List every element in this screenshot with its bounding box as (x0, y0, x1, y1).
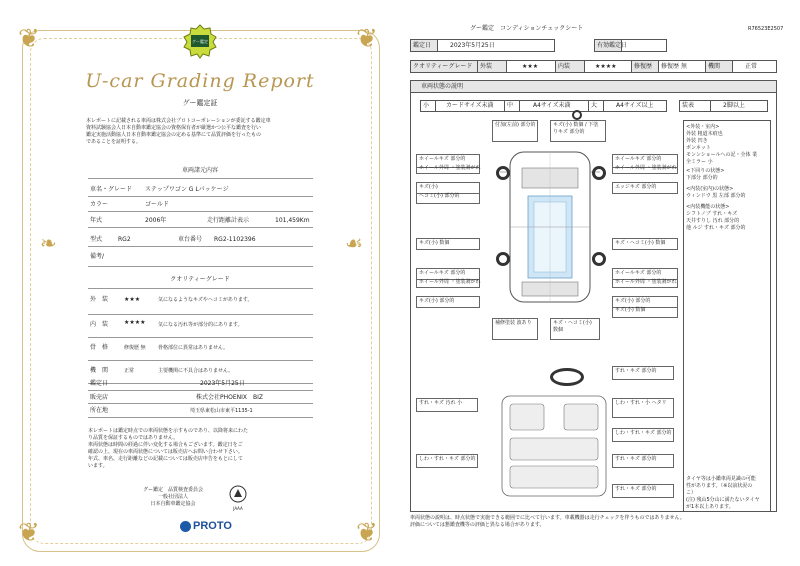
damage-note: 補修塗装 波あり (492, 318, 538, 340)
tire-note-line: タイヤ等は小鑑車両見識の可能 (686, 476, 756, 482)
grade-label: 骨 格 (90, 344, 109, 351)
quality-label: クオリティーグレード (410, 60, 478, 73)
model-value: RG2 (118, 236, 131, 243)
damage-note: ホイールキズ 部分的 (612, 154, 678, 168)
grade-row-interior (88, 314, 313, 337)
issuer-line: 日本自動車鑑定協会 (150, 501, 196, 507)
interior-note: すれ・キズ 汚れ 小 (416, 398, 478, 412)
side-note-line: ウィンドウ 黒 左部 部分的 (686, 193, 746, 199)
interior-label: 内装 (555, 60, 585, 73)
appraisal-date-label: 鑑定日 (410, 39, 438, 52)
year-label: 年式 (90, 217, 103, 224)
damage-note: ホイール外周 ・塗装剥がれ (612, 164, 678, 174)
tire-note-line: が1本以上あります。 (686, 504, 734, 510)
side-note-line: <下回りの状態> (686, 168, 725, 174)
wheel-rear-right-icon (592, 252, 606, 266)
grade-stars: ★★★ (124, 296, 141, 303)
interior-value: ★★★★ (584, 60, 632, 73)
mileage-label: 走行距離計表示 (207, 217, 250, 224)
divider (88, 211, 313, 212)
tire-note (686, 476, 760, 511)
certificate-title: グー鑑定証 (182, 99, 218, 107)
corner-ornament-icon: ❦ (356, 518, 378, 548)
grade-stars: 修復歴 無 (124, 345, 146, 351)
damage-note: キズ(小) 部分的 (416, 296, 480, 308)
side-note-line: 全ミラー 小 (686, 159, 713, 165)
dealer-label: 販売店 (90, 394, 109, 401)
quality-grade-title: クオリティーグレード (170, 276, 230, 283)
disclaimer-line: 本レポートは鑑定時点での車両状態を示すものであり、以降将来にわた (88, 428, 249, 434)
damage-note: ホイール外周 ・塗装剥がれ (416, 278, 480, 288)
damage-note: エッジキズ 部分的 (612, 182, 678, 194)
badge-text: グー鑑定 (192, 39, 208, 44)
divider (88, 196, 313, 197)
grade-label: 内 装 (90, 321, 109, 328)
divider (88, 178, 313, 179)
side-note-line: 他 ルジ すれ・キズ 部分的 (686, 225, 746, 231)
damage-note: キズ・ヘコミ(小) 数個 (612, 238, 678, 250)
grade-list (88, 292, 313, 384)
steering-wheel-icon (550, 368, 584, 386)
intro-line: 資料試験協会人日本自動車鑑定協会の資格保有者が厳選かつ公平な鑑査を行い (86, 125, 262, 131)
side-notes-upper (686, 124, 757, 166)
damage-note: 付加(左前) 部分的 (492, 120, 538, 142)
side-note-line: <内装(室内)の状態> (686, 186, 734, 192)
expiry-value (621, 39, 667, 52)
mileage-value: 101,459Km (275, 217, 310, 224)
divider (88, 390, 313, 391)
jaaa-seal-icon (229, 485, 247, 511)
issuer-line: 一般社団法人 (157, 494, 188, 500)
side-ornament-icon: ❧ (40, 231, 57, 255)
name-value: ステップワゴン G Lパッケージ (145, 186, 229, 193)
intro-line: であることを証明する。 (86, 139, 142, 145)
legend-large: 大 (588, 100, 604, 112)
remarks-label: 備考/ (90, 253, 105, 260)
side-ornament-icon: ☙ (345, 231, 363, 255)
legend-medium: 中 (504, 100, 520, 112)
appraisal-date-value: 2023年5月25日 (437, 39, 555, 52)
legend-small: 小 (420, 100, 436, 112)
grade-row-frame (88, 337, 313, 360)
dealer-value: 株式会社PHOENIX BIZ (196, 394, 264, 401)
grade-label: 外 装 (90, 296, 109, 303)
sheet-footer (410, 515, 685, 529)
issuer-block (118, 487, 228, 508)
year-value: 2006年 (145, 217, 167, 224)
color-value: ゴールド (145, 201, 169, 208)
damage-note: ホイールキズ 部分的 (416, 268, 480, 280)
side-note-line: 天井すりし 汚れ 部分的 (686, 218, 740, 224)
issuer-line: グー鑑定 品質検査委員会 (142, 487, 203, 493)
spare-tire-icon (572, 110, 582, 120)
location-value: 埼玉県東松山市東平1135-1 (190, 408, 253, 414)
exterior-value: ★★★ (506, 60, 556, 73)
legend-small-desc: カードサイズ未満 (435, 100, 505, 112)
intro-text (86, 118, 316, 146)
proto-mark-icon (180, 521, 191, 532)
disclaimer-line: 確認の上、現在の車両状態については販売店へお問い合わせ下さい。 (88, 449, 243, 455)
appraisal-date-label: 鑑定日 (90, 380, 109, 387)
status-title: 車両状態の説明 (410, 80, 777, 93)
damage-note: キズ(小) 数個 (416, 238, 480, 250)
grade-desc: 気になるようなキズやヘコミがあります。 (158, 297, 253, 303)
expiry-label: 有効鑑定日 (594, 39, 622, 52)
condition-check-sheet (400, 0, 800, 566)
legend-medium-desc: A4サイズ未満 (519, 100, 589, 112)
divider (88, 417, 313, 418)
side-note-line: 外装 粗道木痕也 (686, 131, 723, 137)
side-note-line: ボンネット (686, 145, 711, 151)
wheel-rear-left-icon (496, 252, 510, 266)
engine-label: 機関 (705, 60, 733, 73)
chassis-value: RG2-1102396 (214, 236, 256, 243)
interior-note: すれ・キズ 部分的 (612, 454, 674, 468)
damage-note: ヘコミ(小) 部分的 (416, 192, 480, 204)
divider (88, 266, 313, 267)
wheel-front-right-icon (592, 166, 606, 180)
disclaimer-line: います。 (88, 463, 108, 469)
side-note-line: 下部分 部分的 (686, 175, 718, 181)
exterior-label: 外装 (477, 60, 507, 73)
disclaimer-line: 車両状態は時間の経過に伴い変化する場合もございます。鑑定日をご (88, 442, 243, 448)
interior-note: しわ・すれ・キズ 部分的 (612, 428, 674, 442)
damage-note: ホイール外周 ・塗装剥がれ (416, 164, 480, 174)
damage-note: キズ(小) 数個 (612, 306, 678, 318)
engine-value: 正常 (732, 60, 777, 73)
intro-line: 鑑定実施活動協人日本自動車鑑定協会の定める基準にて品質評価を行ったもの (86, 132, 262, 138)
grade-stars: 正常 (124, 368, 135, 374)
car-interior-diagram (498, 392, 610, 500)
corner-ornament-icon: ❦ (18, 518, 40, 548)
damage-note: キズ(小) (416, 182, 480, 194)
side-notes-lower (686, 168, 746, 232)
damage-note: ホイール外周 ・塗装剥がれ (612, 278, 678, 288)
grade-row-exterior (88, 292, 313, 314)
side-note-line: <外装・室内> (686, 124, 720, 130)
side-note-line: 外装 凹き (686, 138, 708, 144)
disclaimer-text (88, 428, 320, 470)
proto-logo-text: PROTO (193, 520, 232, 532)
grade-desc: 骨格部位に異常はありません。 (158, 345, 229, 351)
damage-note: ホイールキズ 部分的 (416, 154, 480, 168)
repair-value: 修復歴 無 (658, 60, 706, 73)
vehicle-section-title: 車両諸元内容 (181, 167, 218, 174)
grade-desc: 気になる汚れ等が部分的にあります。 (158, 322, 243, 328)
damage-note: ホイールキズ 部分的 (612, 268, 678, 280)
interior-note: すれ・キズ 部分的 (612, 366, 674, 380)
disclaimer-line: 年式、車名、走行距離などの記載については販売店申告をもとにして (88, 456, 243, 462)
wheel-front-left-icon (496, 166, 510, 180)
divider (88, 403, 313, 404)
name-label: 車名・グレード (90, 186, 133, 193)
intro-line: 本レポートに記載される車両は株式会社プロトコーポレーションが委託する鑑定車 (86, 118, 271, 124)
divider (88, 246, 313, 247)
equipment-label: 装表 (679, 100, 711, 112)
equipment-value: 2脚以上 (710, 100, 768, 112)
interior-note: しわ・すれ・小 ヘタリ (612, 398, 674, 418)
corner-ornament-icon: ❦ (356, 24, 378, 54)
repair-label: 修復歴 (631, 60, 659, 73)
tire-note-line: こ） (686, 490, 697, 496)
report-title: U-car Grading Report (85, 70, 315, 92)
side-note-line: <内装機能の状態> (686, 204, 730, 210)
chassis-label: 車台番号 (178, 236, 203, 243)
side-note-line: シフトノブ すれ・キズ (686, 211, 738, 217)
grade-label: 機 関 (90, 367, 109, 374)
damage-note: キズ(小) 部分的 (612, 296, 678, 308)
disclaimer-line: り品質を保証するものではありません。 (88, 435, 179, 441)
grade-stars: ★★★★ (124, 319, 146, 326)
color-label: カラー (90, 201, 109, 208)
divider (88, 288, 313, 289)
damage-note: キズ(小) 数個 / 下塗りキズ 部分的 (550, 120, 606, 142)
interior-note: すれ・キズ 部分的 (612, 484, 674, 498)
appraisal-date-value: 2023年5月25日 (200, 380, 245, 387)
interior-note: しわ・すれ・キズ 部分的 (416, 454, 478, 468)
side-note-line: モンンショールへの記・全体 業 (686, 152, 758, 158)
model-label: 型式 (90, 236, 103, 243)
footer-line: 評価については懇鑑査機等の評価と異なる場合があります。 (410, 522, 545, 528)
divider (88, 227, 313, 228)
goo-badge-icon (182, 24, 218, 58)
tire-note-line: (注) 残山5分山に満たないタイヤ (686, 497, 760, 503)
sheet-title: グー鑑定 コンディションチェックシート (470, 25, 584, 32)
grade-desc: 主要機関に不具合はありません。 (158, 368, 234, 374)
legend-large-desc: A4サイズ以上 (603, 100, 667, 112)
jaaa-label: JAAA (233, 506, 243, 511)
sheet-id: R76523E2507 (748, 26, 784, 32)
tire-note-line: 性があります。（※以前状況の (686, 483, 753, 489)
footer-line: 車両状態の説明は、時点状態で実施できる範囲でに比べて行います。車載機器は走行チェックを伴うものではありません。 (410, 515, 685, 521)
location-label: 所在地 (90, 407, 109, 414)
corner-ornament-icon: ❦ (18, 24, 40, 54)
damage-note: キズ・ヘコミ(小) 数個 (550, 318, 600, 340)
